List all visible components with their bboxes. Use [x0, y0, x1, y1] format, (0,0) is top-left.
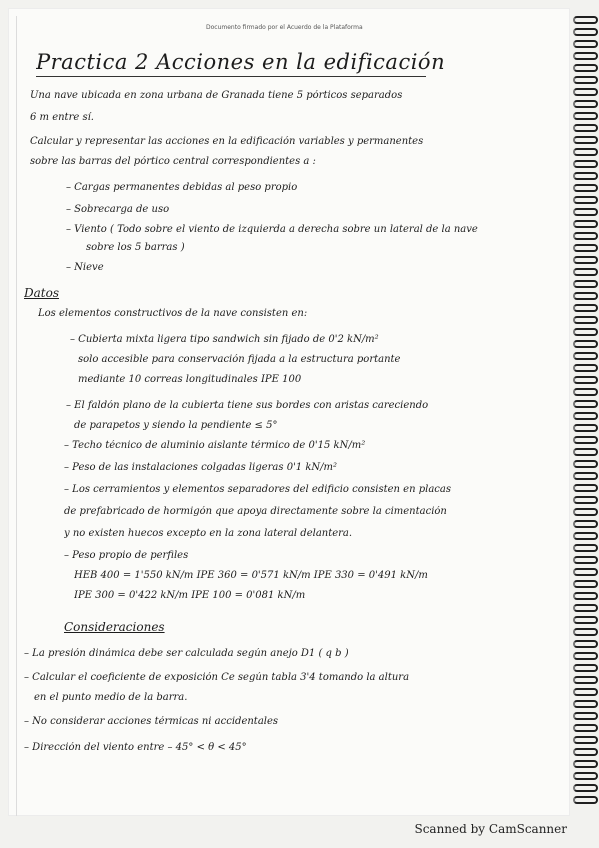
spiral-coil [573, 268, 598, 276]
datos-item: – El faldón plano de la cubierta tiene sus bordes con aristas careciendo [66, 400, 429, 411]
spiral-coil [573, 100, 598, 108]
spiral-coil [573, 88, 598, 96]
perfiles-line: IPE 300 = 0'422 kN/m IPE 100 = 0'081 kN/m [74, 590, 306, 601]
spiral-coil [573, 232, 598, 240]
spiral-coil [573, 40, 598, 48]
spiral-coil [573, 64, 598, 72]
datos-item: – Peso de las instalaciones colgadas ligeras 0'1 kN/m² [64, 462, 338, 473]
datos-item: – Los cerramientos y elementos separadores del edificio consisten en placas [64, 484, 451, 495]
consideracion-item: – Dirección del viento entre – 45° < θ < 45° [24, 742, 247, 753]
datos-item: y no existen huecos excepto en la zona lateral delantera. [64, 528, 353, 539]
task-item: – Nieve [66, 262, 104, 273]
spiral-coil [573, 688, 598, 696]
spiral-coil [573, 172, 598, 180]
spiral-coil [573, 640, 598, 648]
spiral-coil [573, 340, 598, 348]
spiral-coil [573, 196, 598, 204]
consideracion-item: – No considerar acciones térmicas ni accidentales [24, 716, 279, 727]
spiral-coil [573, 160, 598, 168]
page-title: Practica 2 Acciones en la edificación [36, 50, 446, 74]
spiral-coil [573, 604, 598, 612]
consideracion-item: en el punto medio de la barra. [34, 692, 188, 703]
scanner-watermark: Scanned by CamScanner [414, 822, 567, 836]
spiral-coil [573, 364, 598, 372]
datos-item: de parapetos y siendo la pendiente ≤ 5° [74, 420, 278, 431]
spiral-coil [573, 772, 598, 780]
spiral-coil [573, 316, 598, 324]
intro-line: Calcular y representar las acciones en la edificación variables y permanentes [30, 136, 424, 147]
spiral-coil [573, 460, 598, 468]
spiral-coil [573, 760, 598, 768]
task-item: – Sobrecarga de uso [66, 204, 170, 215]
spiral-coil [573, 724, 598, 732]
intro-line: sobre las barras del pórtico central correspondientes a : [30, 156, 316, 167]
datos-item: – Cubierta mixta ligera tipo sandwich sin fijado de 0'2 kN/m² [70, 334, 379, 345]
datos-item: de prefabricado de hormigón que apoya directamente sobre la cimentación [64, 506, 447, 517]
spiral-coil [573, 184, 598, 192]
spiral-coil [573, 208, 598, 216]
notebook-page [8, 8, 570, 816]
spiral-coil [573, 400, 598, 408]
intro-line: 6 m entre sí. [30, 112, 94, 123]
consideraciones-heading: Consideraciones [64, 620, 165, 634]
spiral-coil [573, 568, 598, 576]
spiral-coil [573, 136, 598, 144]
spiral-coil [573, 736, 598, 744]
spiral-coil [573, 292, 598, 300]
spiral-coil [573, 496, 598, 504]
datos-heading: Datos [24, 286, 59, 300]
spiral-coil [573, 448, 598, 456]
spiral-coil [573, 616, 598, 624]
spiral-coil [573, 592, 598, 600]
spiral-coil [573, 220, 598, 228]
perfiles-heading: – Peso propio de perfiles [64, 550, 189, 561]
intro-line: Una nave ubicada en zona urbana de Granada tiene 5 pórticos separados [30, 90, 403, 101]
spiral-coil [573, 628, 598, 636]
spiral-coil [573, 532, 598, 540]
spiral-coil [573, 16, 598, 24]
datos-intro: Los elementos constructivos de la nave consisten en: [38, 308, 308, 319]
spiral-coil [573, 664, 598, 672]
spiral-coil [573, 796, 598, 804]
spiral-coil [573, 436, 598, 444]
spiral-coil [573, 112, 598, 120]
spiral-coil [573, 712, 598, 720]
spiral-coil [573, 424, 598, 432]
spiral-coil [573, 784, 598, 792]
header-note: Documento firmado por el Acuerdo de la Plataforma [206, 24, 363, 31]
spiral-coil [573, 748, 598, 756]
spiral-coil [573, 580, 598, 588]
spiral-coil [573, 256, 598, 264]
spiral-coil [573, 544, 598, 552]
spiral-coil [573, 472, 598, 480]
spiral-coil [573, 76, 598, 84]
spiral-coil [573, 124, 598, 132]
spiral-coil [573, 28, 598, 36]
datos-item: solo accesible para conservación fijada a la estructura portante [78, 354, 401, 365]
task-item: – Viento ( Todo sobre el viento de izquierda a derecha sobre un lateral de la nave [66, 224, 478, 235]
spiral-coil [573, 280, 598, 288]
datos-item: – Techo técnico de aluminio aislante térmico de 0'15 kN/m² [64, 440, 366, 451]
perfiles-line: HEB 400 = 1'550 kN/m IPE 360 = 0'571 kN/m IPE 330 = 0'491 kN/m [74, 570, 428, 581]
spiral-coil [573, 700, 598, 708]
spiral-coil [573, 328, 598, 336]
spiral-coil [573, 412, 598, 420]
page-margin-line [16, 16, 17, 816]
spiral-coil [573, 376, 598, 384]
spiral-coil [573, 676, 598, 684]
consideracion-item: – Calcular el coeficiente de exposición Ce según tabla 3'4 tomando la altura [24, 672, 410, 683]
task-item: – Cargas permanentes debidas al peso propio [66, 182, 298, 193]
spiral-coil [573, 148, 598, 156]
spiral-coil [573, 520, 598, 528]
task-item: sobre los 5 barras ) [86, 242, 185, 253]
consideracion-item: – La presión dinámica debe ser calculada según anejo D1 ( q b ) [24, 648, 349, 659]
datos-item: mediante 10 correas longitudinales IPE 100 [78, 374, 302, 385]
spiral-coil [573, 352, 598, 360]
spiral-coil [573, 244, 598, 252]
spiral-coil [573, 508, 598, 516]
spiral-coil [573, 304, 598, 312]
spiral-coil [573, 52, 598, 60]
spiral-coil [573, 484, 598, 492]
spiral-binding [572, 14, 599, 816]
spiral-coil [573, 556, 598, 564]
spiral-coil [573, 652, 598, 660]
spiral-coil [573, 388, 598, 396]
title-underline [36, 76, 426, 77]
